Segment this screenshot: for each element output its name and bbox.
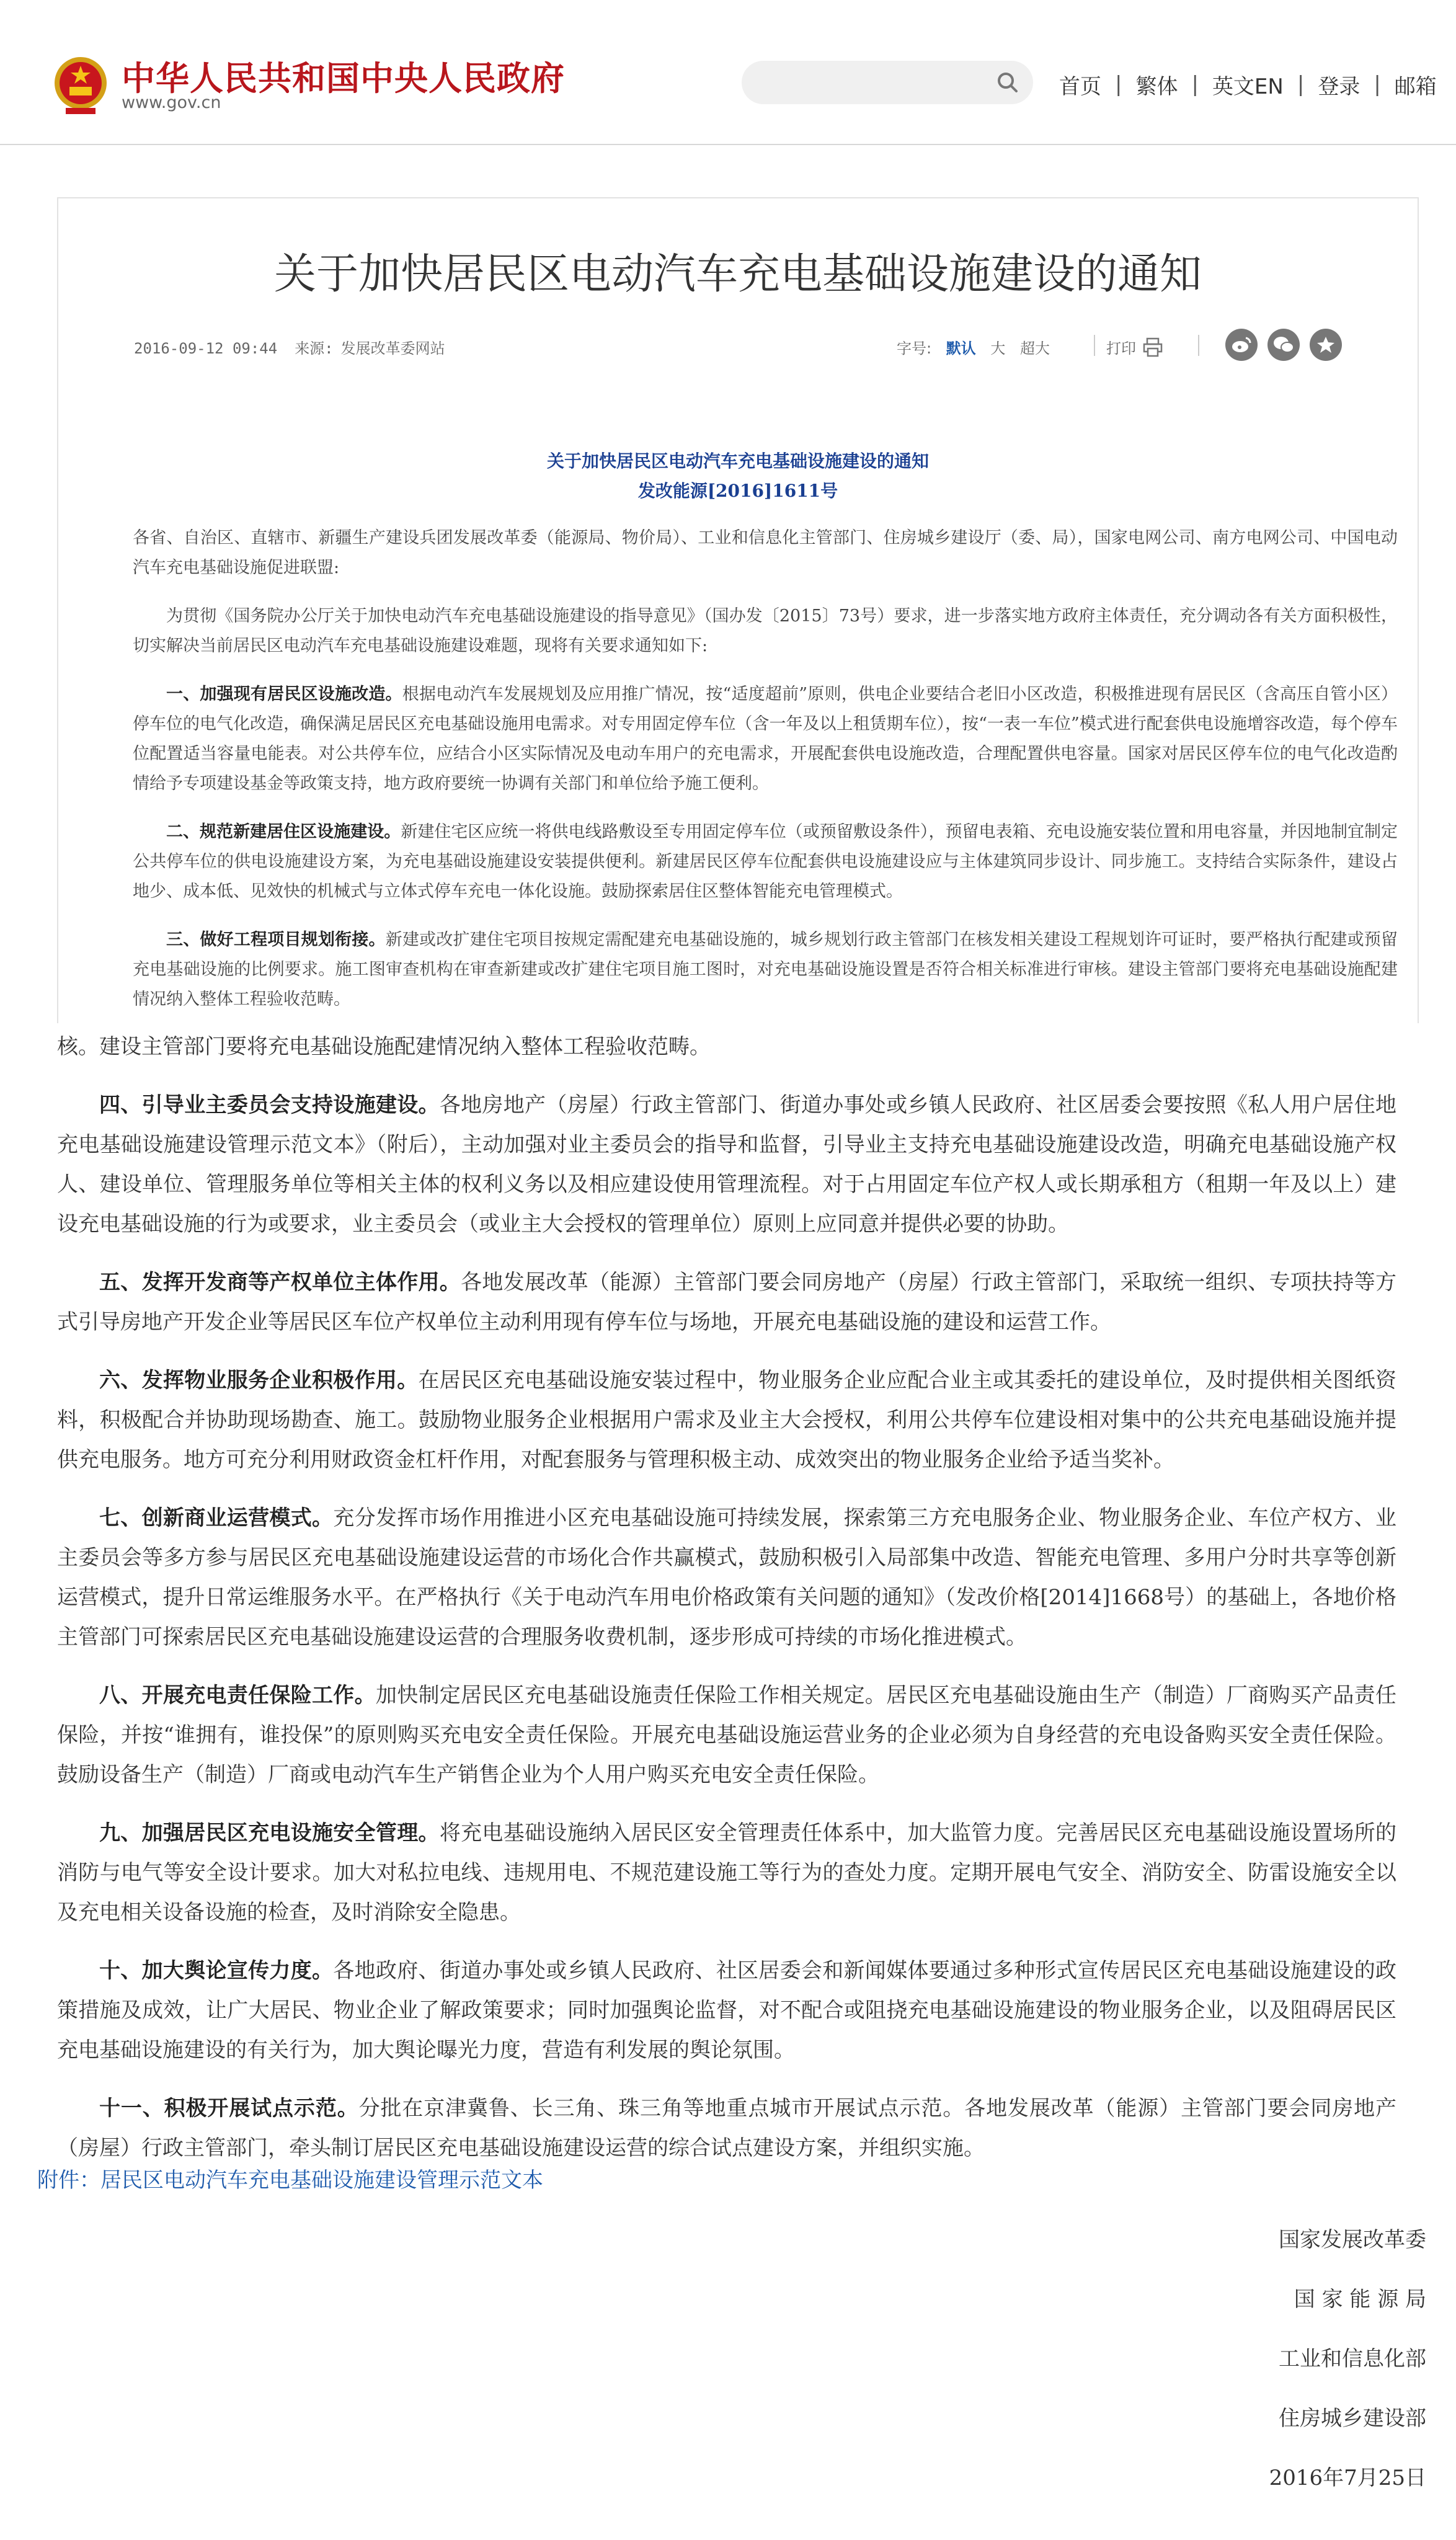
attachment-link[interactable]: 附件：居民区电动汽车充电基础设施建设管理示范文本 bbox=[37, 2168, 543, 2193]
signatory: 工业和信息化部 bbox=[1279, 2347, 1426, 2371]
section-paragraph bbox=[57, 1813, 1396, 1932]
section-text: 在居民区充电基础设施安装过程中，物业服务企业应配合业主或其委托的建设单位，及时提供相关图纸资料，积极配合并协助现场勘查、施工。鼓励物业服务企业根据用户需求及业主大会授权，利用公共停车位建设相对集中的公共充电基础设施并提供充电服务。地方可充分利用财政资金杠杆作用，对配套服务与管理积极主动、成效突出的物业服务企业给予适当奖补。 bbox=[57, 1368, 1396, 1472]
search-box bbox=[742, 61, 1033, 104]
section-text: 加快制定居民区充电基础设施责任保险工作相关规定。居民区充电基础设施由生产（制造）厂商购买产品责任保险，并按“谁拥有，谁投保”的原则购买充电安全责任保险。开展充电基础设施运营业务的企业必须为自身经营的充电设备购买安全责任保险。鼓励设备生产（制造）厂商或电动汽车生产销售企业为个人用户购买充电安全责任保险。 bbox=[57, 1683, 1397, 1787]
section-title: 十一、积极开展试点示范。 bbox=[99, 2096, 359, 2121]
section-title: 十、加大舆论宣传力度。 bbox=[99, 1958, 334, 1983]
section-paragraph bbox=[57, 1361, 1396, 1480]
section-text: 各地政府、街道办事处或乡镇人民政府、社区居委会和新闻媒体要通过多种形式宣传居民区充电基础设施建设的政策措施及成效，让广大居民、物业企业了解政策要求；同时加强舆论监督，对不配合或阻挠充电基础设施建设的物业服务企业，以及阻碍居民区充电基础设施建设的有关行为，加大舆论曝光力度，营造有利发展的舆论氛围。 bbox=[57, 1958, 1397, 2063]
document-number: 发改能源[2016]1611号 bbox=[637, 481, 838, 501]
section-title: 四、引导业主委员会支持设施建设。 bbox=[99, 1093, 440, 1117]
recipients: 各省、自治区、直辖市、新疆生产建设兵团发展改革委（能源局、物价局）、工业和信息化主管部门、住房城乡建设厅（委、局），国家电网公司、南方电网公司、中国电动汽车充电基础设施促进联盟: bbox=[133, 528, 1398, 577]
section-text: 各地发展改革（能源）主管部门要会同房地产（房屋）行政主管部门，采取统一组织、专项扶持等方式引导房地产开发企业等居民区车位产权单位主动利用现有停车位与场地，开展充电基础设施的建设和运营工作。 bbox=[57, 1270, 1397, 1334]
publish-date: 2016-09-12 09:44 bbox=[134, 340, 278, 357]
section-text: 新建或改扩建住宅项目按规定需配建充电基础设施的，城乡规划行政主管部门在核发相关建设工程规划许可证时，要严格执行配建或预留充电基础设施的比例要求。施工图审查机构在审查新建或改扩建住宅项目施工图时，对充电基础设施设置是否符合相关标准进行审核。建设主管部门要将充电基础设施配建情况纳入整体工程验收范畴。 bbox=[133, 930, 1398, 1009]
section-paragraph bbox=[57, 1498, 1396, 1657]
section-title: 八、开展充电责任保险工作。 bbox=[99, 1683, 376, 1708]
section-title: 二、规范新建居住区设施建设。 bbox=[166, 822, 401, 841]
section-paragraph bbox=[57, 1951, 1396, 2070]
divider bbox=[1094, 335, 1095, 356]
national-emblem-icon[interactable] bbox=[52, 53, 109, 118]
section-title: 一、加强现有居民区设施改造。 bbox=[166, 685, 402, 704]
signatory: 国家发展改革委 bbox=[1279, 2227, 1426, 2252]
article-title: 关于加快居民区电动汽车充电基础设施建设的通知 bbox=[273, 250, 1202, 299]
section-title: 六、发挥物业服务企业积极作用。 bbox=[99, 1368, 419, 1393]
section-text: 分批在京津冀鲁、长三角、珠三角等地重点城市开展试点示范。各地发展改革（能源）主管部门要会同房地产（房屋）行政主管部门，牵头制订居民区充电基础设施建设运营的综合试点建设方案，并组织实施。 bbox=[57, 2096, 1396, 2160]
divider bbox=[1198, 335, 1199, 356]
nav-mail[interactable]: 邮箱 bbox=[1394, 74, 1437, 99]
article-body bbox=[57, 1027, 1396, 2187]
nav-traditional[interactable]: 繁体 bbox=[1135, 74, 1178, 99]
site-header bbox=[0, 0, 1456, 145]
nav-english[interactable]: 英文EN bbox=[1212, 74, 1284, 99]
top-nav bbox=[1059, 67, 1437, 102]
nav-login[interactable]: 登录 bbox=[1318, 74, 1361, 99]
section-text: 新建住宅区应统一将供电线路敷设至专用固定停车位（或预留敷设条件），预留电表箱、充电设施安装位置和用电容量，并因地制宜制定公共停车位的供电设施建设方案，为充电基础设施建设安装提供便利。新建居民区停车位配套供电设施建设应与主体建筑同步设计、同步施工。支持结合实际条件，建设占地少、成本低、见效快的机械式与立体式停车充电一体化设施。鼓励探索居住区整体智能充电管理模式。 bbox=[133, 822, 1398, 901]
font-size-large[interactable]: 大 bbox=[990, 340, 1006, 357]
source-label: 来源: bbox=[295, 340, 334, 357]
article-meta bbox=[134, 336, 463, 358]
scanned-document-body bbox=[133, 523, 1398, 1009]
section-title: 七、创新商业运营模式。 bbox=[99, 1506, 334, 1530]
font-size-xlarge[interactable]: 超大 bbox=[1020, 340, 1050, 357]
signatory: 住房城乡建设部 bbox=[1279, 2406, 1426, 2431]
section-text: 充分发挥市场作用推进小区充电基础设施可持续发展，探索第三方充电服务企业、物业服务企业、车位产权方、业主委员会等多方参与居民区充电基础设施建设运营的市场化合作共赢模式，鼓励积极引入局部集中改造、智能充电管理、多用户分时共享等创新运营模式，提升日常运维服务水平。在严格执行《关于电动汽车用电价格政策有关问题的通知》（发改价格[2014]1668号）的基础上，各地价格主管部门可探索居民区充电基础设施建设运营的合理服务收费机制，逐步形成可持续的市场化推进模式。 bbox=[57, 1506, 1397, 1650]
printer-icon bbox=[1142, 337, 1163, 357]
signatory: 国 家 能 源 局 bbox=[1294, 2287, 1426, 2312]
search-icon[interactable] bbox=[992, 67, 1023, 98]
site-name[interactable]: 中华人民共和国中央人民政府 bbox=[122, 59, 565, 98]
nav-divider: | bbox=[1115, 72, 1122, 97]
section-paragraph bbox=[57, 1676, 1396, 1795]
font-size-label: 字号: bbox=[897, 340, 932, 357]
section-continuation: 核。建设主管部门要将充电基础设施配建情况纳入整体工程验收范畴。 bbox=[57, 1034, 711, 1059]
favorite-icon[interactable] bbox=[1310, 329, 1342, 361]
search-input[interactable] bbox=[760, 61, 986, 105]
nav-divider: | bbox=[1191, 72, 1199, 97]
font-size-default[interactable]: 默认 bbox=[946, 340, 976, 357]
source-name: 发展改革委网站 bbox=[340, 340, 445, 357]
document-heading: 关于加快居民区电动汽车充电基础设施建设的通知 bbox=[546, 451, 929, 471]
nav-divider: | bbox=[1374, 72, 1381, 97]
section-paragraph bbox=[57, 1263, 1396, 1342]
section-title: 三、做好工程项目规划衔接。 bbox=[166, 930, 386, 949]
section-paragraph bbox=[133, 925, 1398, 1009]
weibo-icon[interactable] bbox=[1225, 329, 1258, 361]
section-paragraph bbox=[57, 1085, 1396, 1244]
intro-paragraph: 为贯彻《国务院办公厅关于加快电动汽车充电基础设施建设的指导意见》（国办发〔2015〕73号）要求，进一步落实地方政府主体责任，充分调动各有关方面积极性，切实解决当前居民区电动汽车充电基础设施建设难题，现将有关要求通知如下: bbox=[133, 606, 1398, 655]
nav-home[interactable]: 首页 bbox=[1059, 74, 1101, 99]
section-title: 五、发挥开发商等产权单位主体作用。 bbox=[99, 1270, 461, 1295]
section-text: 根据电动汽车发展规划及应用推广情况，按“适度超前”原则，供电企业要结合老旧小区改造，积极推进现有居民区（含高压自管小区）停车位的电气化改造，确保满足居民区充电基础设施用电需求。对专用固定停车位（含一年及以上租赁期车位），按“一表一车位”模式进行配套供电设施增容改造，每个停车位配置适当容量电能表。对公共停车位，应结合小区实际情况及电动车用户的充电需求，开展配套供电设施改造，合理配置供电容量。国家对居民区停车位的电气化改造酌情给予专项建设基金等政策支持，地方政府要统一协调有关部门和单位给予施工便利。 bbox=[133, 685, 1398, 793]
section-title: 九、加强居民区充电设施安全管理。 bbox=[99, 1821, 440, 1845]
section-paragraph bbox=[57, 2089, 1396, 2168]
font-size-control bbox=[897, 336, 1050, 358]
section-paragraph bbox=[133, 680, 1398, 799]
nav-divider: | bbox=[1297, 72, 1305, 97]
wechat-icon[interactable] bbox=[1267, 329, 1300, 361]
sign-date: 2016年7月25日 bbox=[1269, 2466, 1426, 2490]
section-text: 各地房地产（房屋）行政主管部门、街道办事处或乡镇人民政府、社区居委会要按照《私人用户居住地充电基础设施建设管理示范文本》（附后），主动加强对业主委员会的指导和监督，引导业主支持充电基础设施建设改造，明确充电基础设施产权人、建设单位、管理服务单位等相关主体的权利义务以及相应建设使用管理流程。对于占用固定车位产权人或长期承租方（租期一年及以上）建设充电基础设施的行为或要求，业主委员会（或业主大会授权的管理单位）原则上应同意并提供必要的协助。 bbox=[57, 1093, 1397, 1237]
print-button[interactable] bbox=[1106, 336, 1163, 358]
site-url: www.gov.cn bbox=[122, 93, 221, 112]
print-label: 打印 bbox=[1106, 340, 1136, 357]
article-card bbox=[57, 197, 1419, 1023]
section-text: 将充电基础设施纳入居民区安全管理责任体系中，加大监管力度。完善居民区充电基础设施设置场所的消防与电气等安全设计要求。加大对私拉电线、违规用电、不规范建设施工等行为的查处力度。定期开展电气安全、消防安全、防雷设施安全以及充电相关设备设施的检查，及时消除安全隐患。 bbox=[57, 1821, 1397, 1925]
section-paragraph bbox=[133, 817, 1398, 907]
